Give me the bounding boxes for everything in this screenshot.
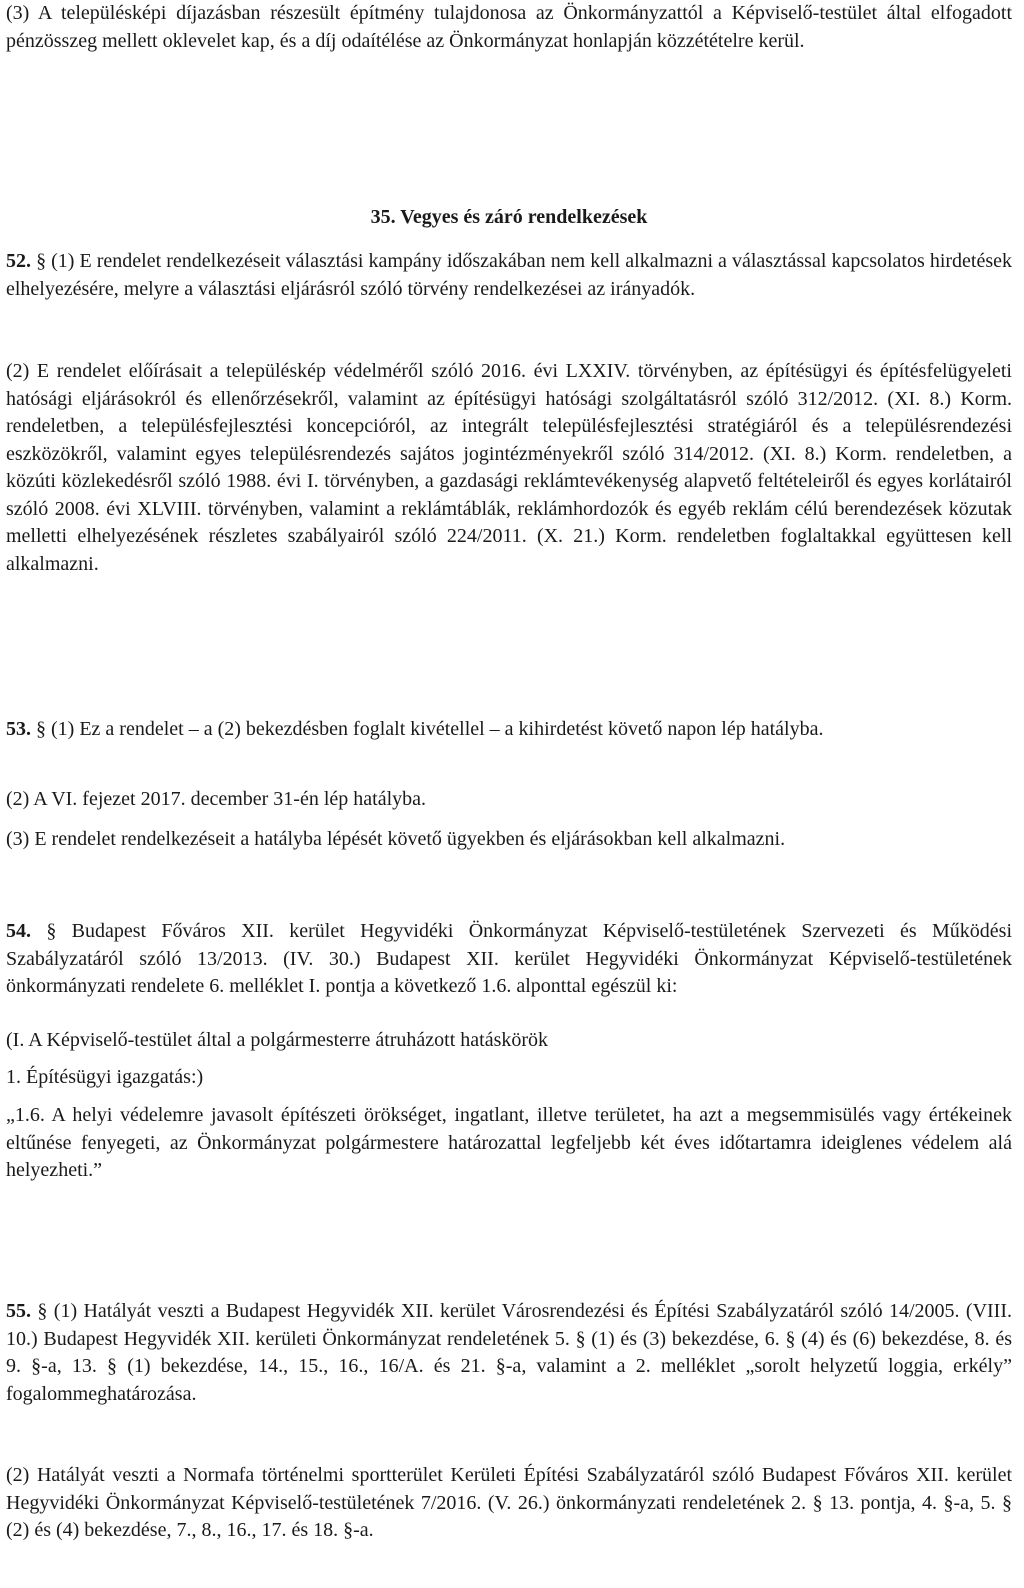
article-53-text-1: § (1) Ez a rendelet – a (2) bekezdésben foglalt kivétellel – a kihirdetést követő napon lép hatályba. — [36, 718, 824, 740]
section-heading: 35. Vegyes és záró rendelkezések — [370, 206, 648, 228]
article-54-text-1: § Budapest Főváros XII. kerület Hegyvidéki Önkormányzat Képviselő-testületének Szervezeti és Működési Szabályzatáról szóló 13/2013. (IV. 30.) Budapest XII. kerület Hegyvidéki Önkormányzat Képviselő-testületének önkormányzati rendelete 6. melléklet I. pontja a következő 1.6. alponttal egészül ki: — [6, 920, 1013, 997]
article-55-text-1: § (1) Hatályát veszti a Budapest Hegyvidék XII. kerület Városrendezési és Építési Szabályzatáról szóló 14/2005. (VIII. 10.) Budapest Hegyvidék XII. kerületi Önkormányzat rendeletének 5. § (1) és (3) bekezdése, 6. § (4) és (6) bekezdése, 8. és 9. §-a, 13. § (1) bekezdése, 14., 15., 16., 16/A. és 21. §-a, valamint a 2. melléklet „sorolt helyzetű loggia, erkély” fogalommeghatározása. — [6, 1300, 1012, 1405]
article-52-number: 52. — [6, 250, 31, 272]
document-page — [6, 0, 1012, 1588]
article-54-paragraph-1 — [6, 918, 1012, 1001]
article-55-paragraph-2: (2) Hatályát veszti a Normafa történelmi sportterület Kerületi Építési Szabályzatáról szóló Budapest Főváros XII. kerület Hegyvidéki Önkormányzat Képviselő-testületének 7/2016. (V. 26.) önkormányzati rendeletének 2. § 13. pontja, 4. §-a, 5. § (2) és (4) bekezdése, 7., 8., 16., 17. és 18. §-a. — [6, 1464, 1012, 1541]
article-52-paragraph-1 — [6, 248, 1012, 303]
article-54-paragraph-2: (I. A Képviselő-testület által a polgármesterre átruházott hatáskörök — [6, 1029, 549, 1051]
article-52-paragraph-2: (2) E rendelet előírásait a településkép védelméről szóló 2016. évi LXXIV. törvényben, az építésügyi és építésfelügyeleti hatósági eljárásokról és ellenőrzésekről, valamint az építésügyi hatósági szolgáltatásról szóló 312/2012. (XI. 8.) Korm. rendeletben, a településfejlesztési koncepcióról, az integrált településfejlesztési stratégiáról és a településrendezési eszközökről, valamint egyes településrendezés sajátos jogintézményekről szóló 314/2012. (XI. 8.) Korm. rendeletben, a közúti közlekedésről szóló 1988. évi I. törvényben, a gazdasági reklámtevékenység alapvető feltételeiről és egyes korlátairól szóló 2008. évi XLVIII. törvényben, valamint a reklámtáblák, reklámhordozók és egyéb reklám célú berendezések közutak melletti elhelyezésének részletes szabályairól szóló 224/2011. (X. 21.) Korm. rendeletben foglaltakkal együttesen kell alkalmazni. — [6, 360, 1012, 575]
article-53-paragraph-2: (2) A VI. fejezet 2017. december 31-én lép hatályba. — [6, 788, 427, 810]
article-53-number: 53. — [6, 718, 31, 740]
article-53-paragraph-1 — [6, 716, 1012, 744]
article-55-paragraph-1 — [6, 1298, 1012, 1408]
article-53-paragraph-3: (3) E rendelet rendelkezéseit a hatályba lépését követő ügyekben és eljárásokban kell alkalmazni. — [6, 828, 786, 850]
article-54-paragraph-3: 1. Építésügyi igazgatás:) — [6, 1066, 204, 1088]
article-52-text-1: § (1) E rendelet rendelkezéseit választási kampány időszakában nem kell alkalmazni a választással kapcsolatos hirdetések elhelyezésére, melyre a választási eljárásról szóló törvény rendelkezései az irányadók. — [6, 250, 1013, 300]
article-54-number: 54. — [6, 920, 31, 942]
intro-paragraph-3: (3) A településképi díjazásban részesült építmény tulajdonosa az Önkormányzattól a Képviselő-testület által elfogadott pénzösszeg mellett oklevelet kap, és a díj odaítélése az Önkormányzat honlapján közzétételre kerül. — [6, 2, 1012, 52]
article-55-number: 55. — [6, 1300, 31, 1322]
article-54-paragraph-4: „1.6. A helyi védelemre javasolt építészeti örökséget, ingatlant, illetve területet, ha azt a megsemmisülés vagy értékeinek eltűnése fenyegeti, az Önkormányzat polgármestere határozattal legfeljebb két éves időtartamra ideiglenes védelem alá helyezheti.” — [6, 1104, 1012, 1181]
